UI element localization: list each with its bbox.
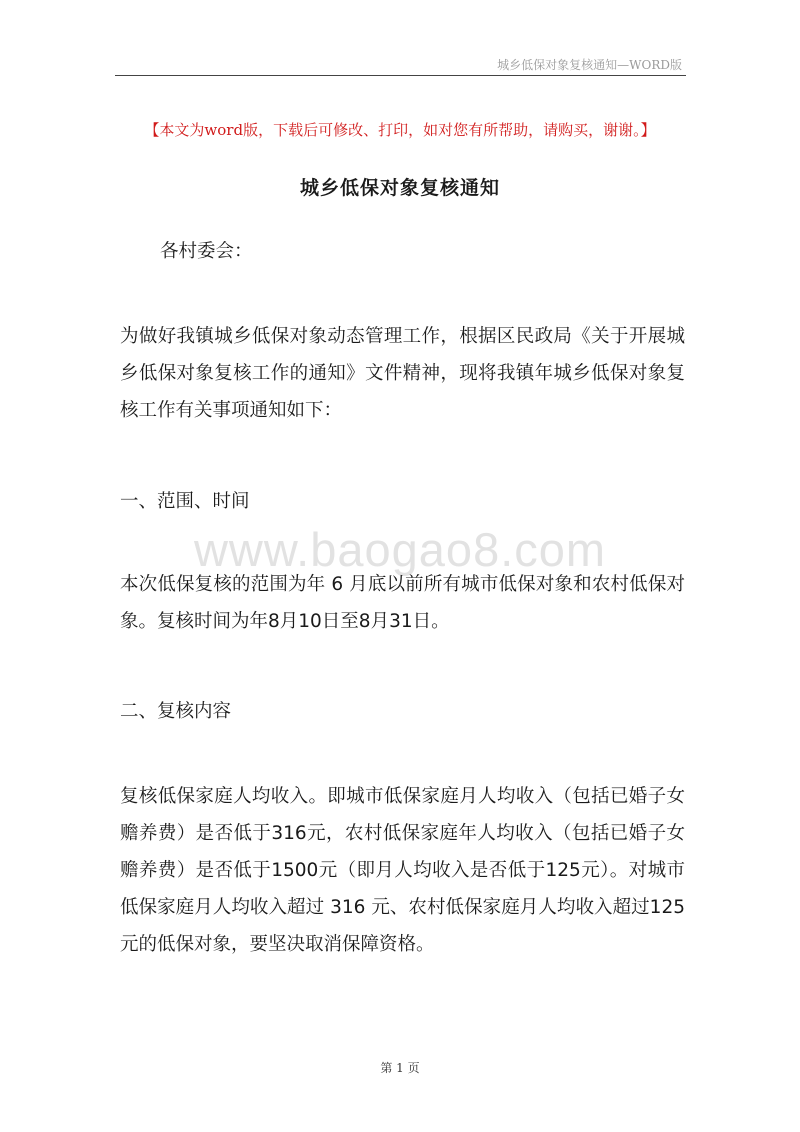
section-body-scope: 本次低保复核的范围为年 6 月底以前所有城市低保对象和农村低保对象。复核时间为年8月10日至8月31日。 (120, 574, 685, 632)
running-header: 城乡低保对象复核通知—WORD版 (497, 58, 682, 72)
document-title: 城乡低保对象复核通知 (299, 177, 500, 199)
section-heading-content: 二、复核内容 (120, 701, 232, 722)
download-notice: 【本文为word版，下载后可修改、打印，如对您有所帮助，请购买，谢谢。】 (144, 121, 656, 139)
page-number: 第 1 页 (380, 1061, 420, 1075)
section-heading-scope: 一、范围、时间 (120, 491, 250, 512)
intro-paragraph: 为做好我镇城乡低保对象动态管理工作，根据区民政局《关于开展城乡低保对象复核工作的通知》文件精神，现将我镇年城乡低保对象复核工作有关事项通知如下： (120, 326, 685, 421)
salutation: 各村委会： (160, 241, 253, 262)
section-body-content: 复核低保家庭人均收入。即城市低保家庭月人均收入（包括已婚子女赡养费）是否低于316元，农村低保家庭年人均收入（包括已婚子女赡养费）是否低于1500元（即月人均收入是否低于125元）。对城市低保家庭月人均收入超过 316 元、农村低保家庭月人均收入超过125元的低保对象，要坚决取消保障资格。 (120, 786, 685, 955)
header-divider (115, 75, 686, 76)
site-watermark: www.baogao8.com (193, 523, 607, 576)
